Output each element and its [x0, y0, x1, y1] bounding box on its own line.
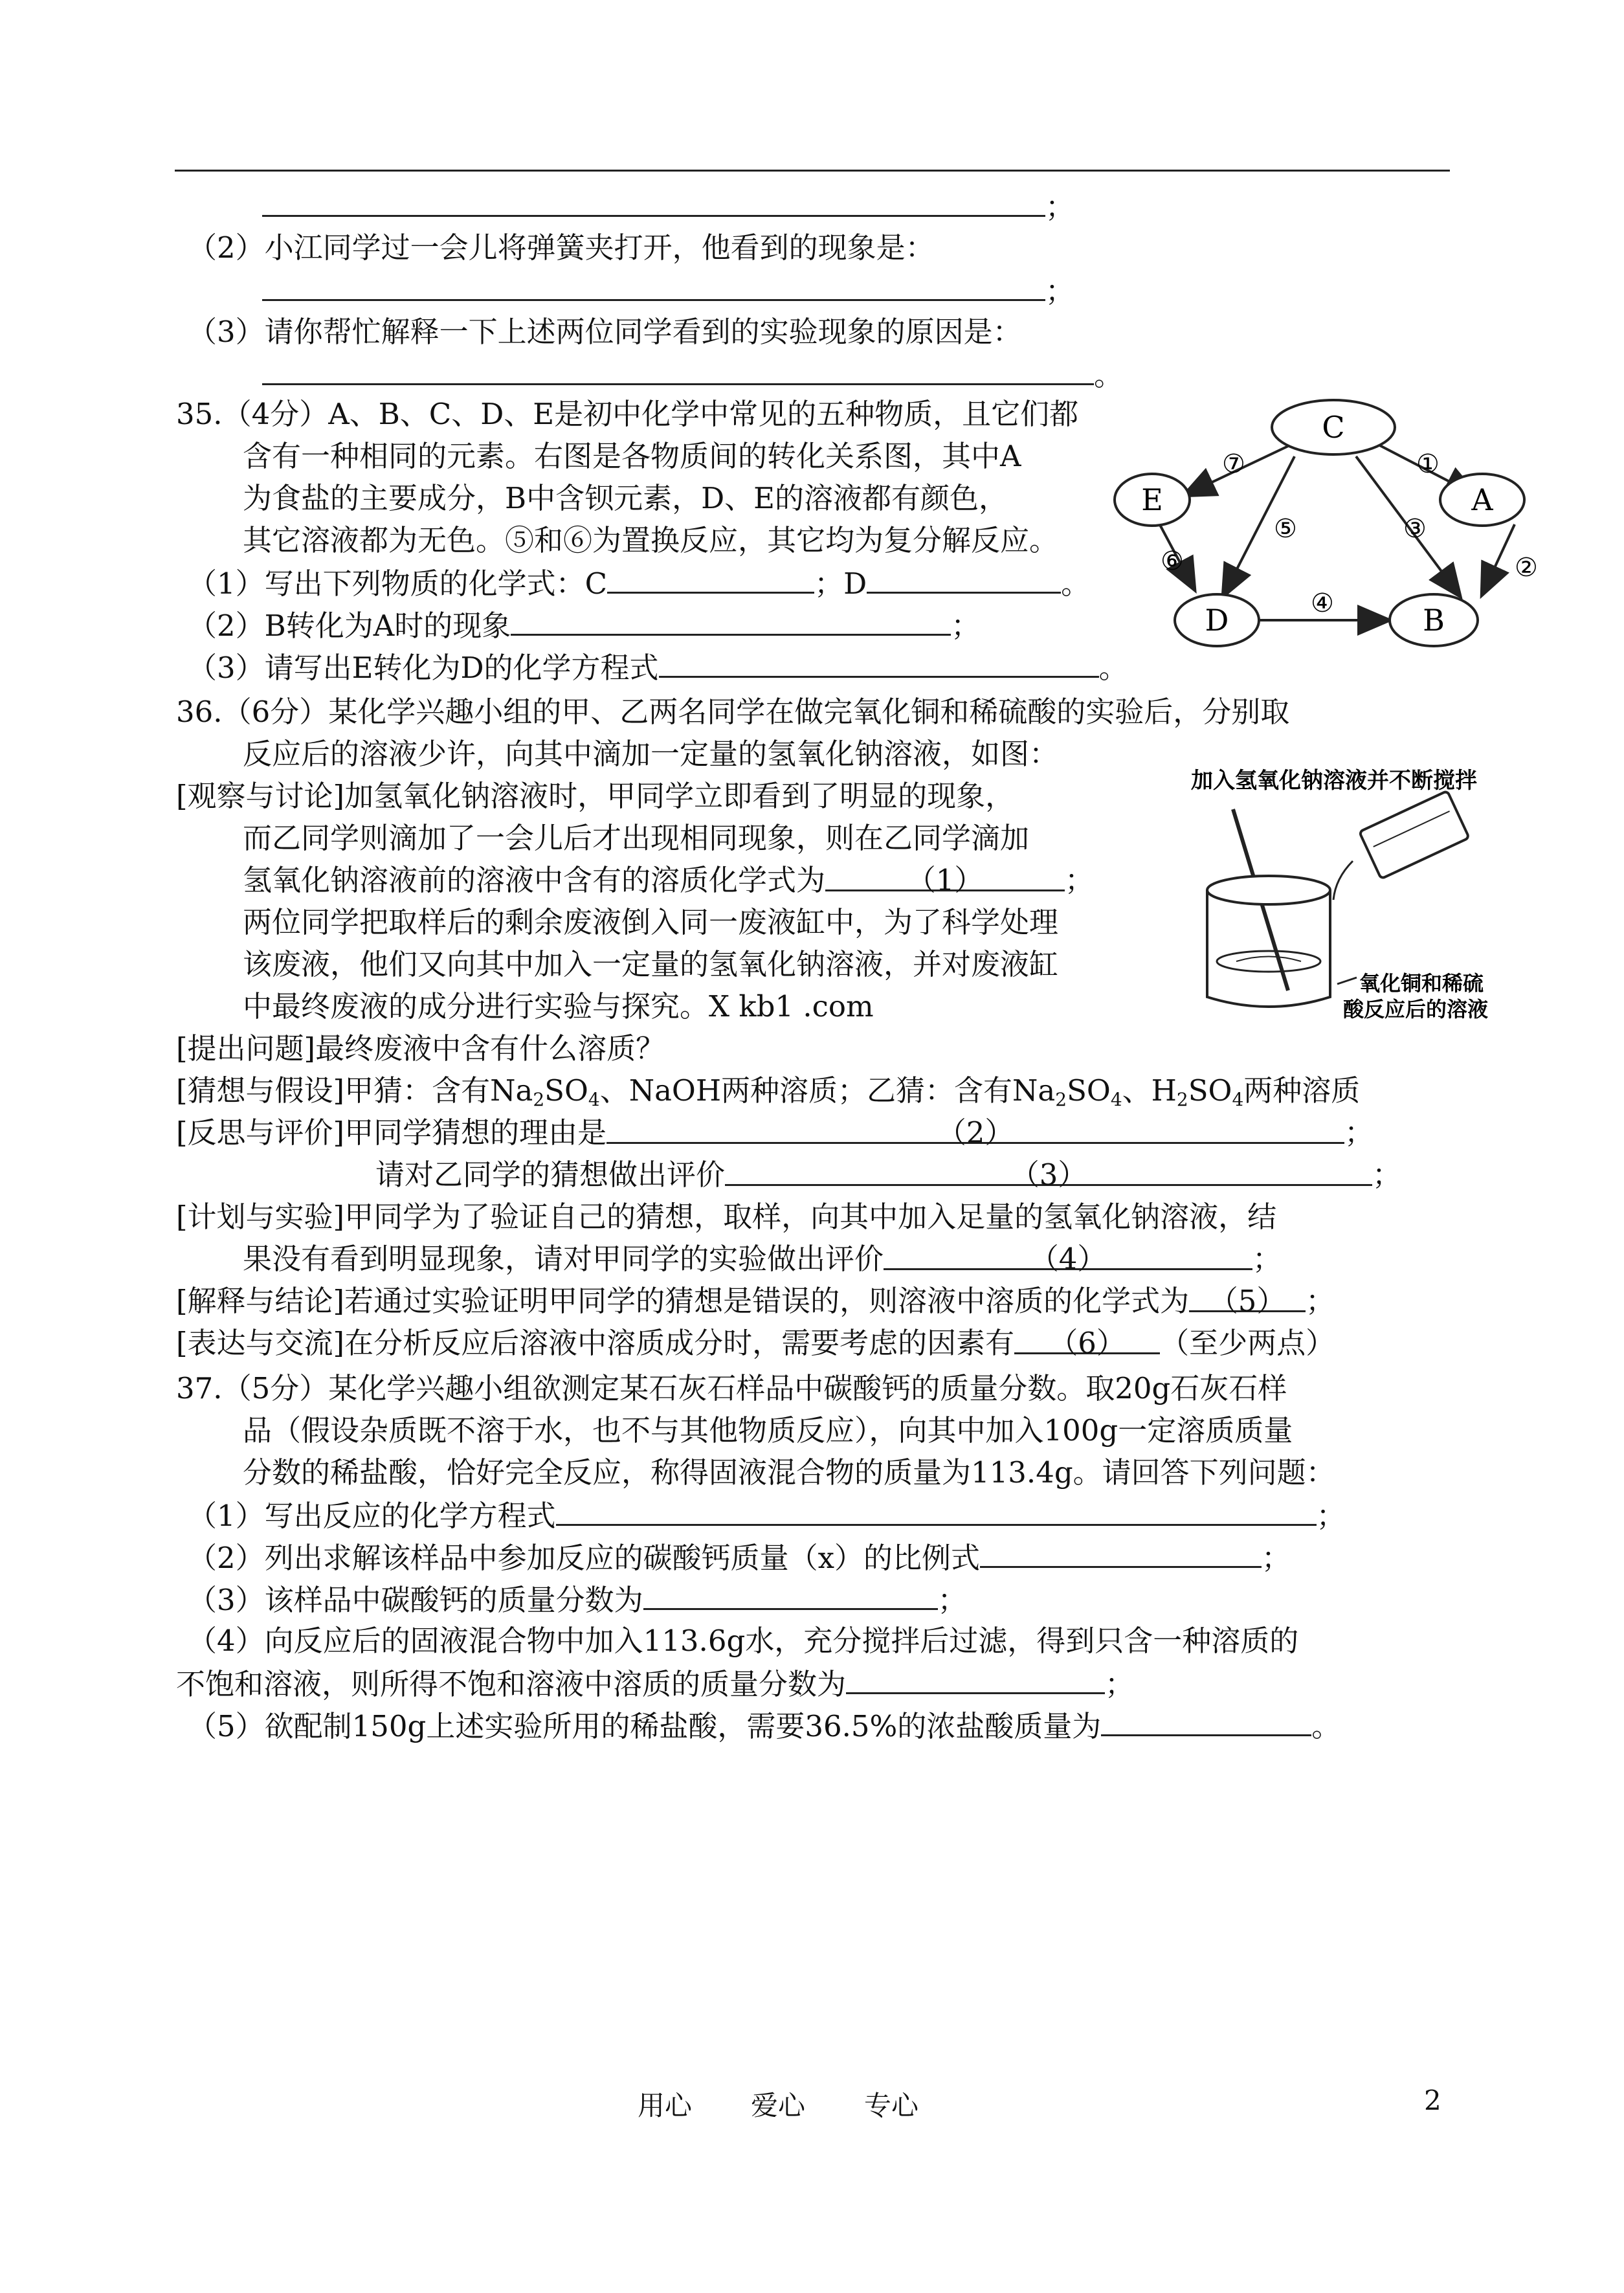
footer-motto-3: 专心	[864, 2090, 919, 2121]
label-7: ⑦	[1222, 449, 1245, 479]
footer-motto-2: 爱心	[751, 2090, 806, 2121]
q36-question: [提出问题]最终废液中含有什么溶质？	[176, 1031, 665, 1066]
answer-blank-c[interactable]	[607, 563, 814, 594]
node-a-label: A	[1471, 482, 1493, 517]
q36-observe-1: [观察与讨论]加氢氧化钠溶液时，甲同学立即看到了明显的现象，	[176, 779, 1015, 813]
answer-blank-2[interactable]: （2）	[606, 1113, 1344, 1144]
arrow-b-to-a-edge	[1482, 524, 1515, 594]
answer-blank[interactable]	[659, 647, 1099, 678]
conversion-diagram	[1100, 388, 1592, 660]
q36-hypothesis: [猜想与假设]甲猜：含有$Na_2SO_4$、NaOH两种溶质；乙猜：含有$Na_2SO_4$、$H_2SO_4$两种溶质	[176, 1073, 1361, 1110]
punct: 。	[1094, 358, 1124, 392]
node-e-label: E	[1141, 482, 1163, 517]
answer-blank[interactable]	[262, 271, 1045, 301]
q37-part2: （2）列出求解该样品中参加反应的碳酸钙质量（x）的比例式 ；	[188, 1538, 1291, 1578]
q34-part3: （3）请你帮忙解释一下上述两位同学看到的实验现象的原因是：	[188, 315, 1022, 349]
answer-blank[interactable]	[511, 605, 951, 636]
punct: ；	[1045, 190, 1075, 224]
q35-part3: （3）请写出E转化为D的化学方程式 。	[188, 647, 1128, 688]
answer-blank-d[interactable]	[867, 563, 1061, 594]
q34-line2	[262, 271, 1074, 311]
q37-intro-3: 分数的稀盐酸，恰好完全反应，称得固液混合物的质量为113.4g。请回答下列问题：	[243, 1455, 1335, 1490]
q36-intro-2: 反应后的溶液少许，向其中滴加一定量的氢氧化钠溶液，如图：	[243, 737, 1059, 771]
label-6: ⑥	[1161, 546, 1184, 576]
punct: ；	[1045, 274, 1075, 308]
caption-pointer	[1337, 978, 1357, 984]
figure-caption-bottom-2: 酸反应后的溶液	[1343, 997, 1489, 1022]
q36-observe-3: 氢氧化钠溶液前的溶液中含有的溶质化学式为 （1） ；	[243, 861, 1094, 900]
answer-blank[interactable]	[980, 1538, 1262, 1568]
q37-intro-2: 品（假设杂质既不溶于水，也不与其他物质反应），向其中加入100g一定溶质质量	[243, 1413, 1293, 1448]
q36-reflect: [反思与评价]甲同学猜想的理由是 （2） ；	[176, 1113, 1374, 1152]
swirl-line	[1236, 957, 1301, 962]
figure-caption-top: 加入氢氧化钠溶液并不断搅拌	[1191, 768, 1477, 794]
q37-part4-2: 不饱和溶液，则所得不饱和溶液中溶质的质量分数为 ；	[176, 1664, 1134, 1704]
label-3: ③	[1403, 514, 1427, 544]
page-number: 2	[1424, 2085, 1441, 2116]
label-1: ①	[1416, 449, 1440, 479]
pour-stream	[1333, 861, 1353, 900]
q36-intro-1: 36.（6分）某化学兴趣小组的甲、乙两名同学在做完氧化铜和稀硫酸的实验后，分别取	[176, 695, 1290, 729]
q36-evaluate: 请对乙同学的猜想做出评价 （3） ；	[375, 1156, 1401, 1194]
answer-blank-4[interactable]: （4）	[884, 1240, 1252, 1270]
q34-line1	[262, 186, 1074, 227]
q36-conclusion: [解释与结论]若通过实验证明甲同学的猜想是错误的，则溶液中溶质的化学式为 （5） ；	[176, 1282, 1335, 1321]
node-b-label: B	[1423, 603, 1445, 638]
q34-line3	[262, 355, 1123, 395]
node-c-label: C	[1322, 410, 1345, 445]
q35-part2: （2）B转化为A时的现象 ；	[188, 605, 980, 645]
node-d-label: D	[1205, 603, 1229, 638]
answer-blank[interactable]	[846, 1664, 1105, 1694]
q37-part4-1: （4）向反应后的固液混合物中加入113.6g水，充分搅拌后过滤，得到只含一种溶质的	[188, 1624, 1299, 1658]
experiment-figure	[1185, 767, 1508, 1052]
q36-observe-6: 中最终废液的成分进行实验与探究。X kb1 .com	[243, 989, 874, 1023]
q35-intro-3: 为食盐的主要成分，B中含钡元素，D、E的溶液都有颜色，	[243, 481, 1008, 515]
answer-blank[interactable]	[262, 186, 1045, 217]
label-2: ②	[1515, 553, 1538, 583]
answer-blank-3[interactable]: （3）	[725, 1156, 1372, 1186]
q35-part1: （1）写出下列物质的化学式：C ；D 。	[188, 563, 1090, 603]
q36-plan-1: [计划与实验]甲同学为了验证自己的猜想，取样，向其中加入足量的氢氧化钠溶液，结	[176, 1200, 1277, 1234]
q37-part5: （5）欲配制150g上述实验所用的稀盐酸，需要36.5%的浓盐酸质量为 。	[188, 1706, 1340, 1746]
q34-part2: （2）小江同学过一会儿将弹簧夹打开，他看到的现象是：	[188, 230, 935, 265]
q36-observe-4: 两位同学把取样后的剩余废液倒入同一废液缸中，为了科学处理	[243, 905, 1059, 939]
answer-blank[interactable]	[643, 1580, 938, 1610]
answer-blank-6[interactable]: （6）	[1014, 1324, 1160, 1354]
q37-part3: （3）该样品中碳酸钙的质量分数为 ；	[188, 1580, 967, 1620]
answer-blank[interactable]	[262, 355, 1094, 385]
footer-motto-1: 用心	[638, 2090, 693, 2121]
q37-intro-1: 37.（5分）某化学兴趣小组欲测定某石灰石样品中碳酸钙的质量分数。取20g石灰石样	[176, 1371, 1287, 1405]
figure-caption-bottom-1: 氧化铜和稀硫	[1359, 971, 1484, 996]
q36-observe-5: 该废液，他们又向其中加入一定量的氢氧化钠溶液，并对废液缸	[243, 947, 1059, 981]
answer-blank-1[interactable]: （1）	[825, 861, 1065, 891]
beaker-body	[1207, 890, 1330, 1007]
q36-express: [表达与交流]在分析反应后溶液中溶质成分时，需要考虑的因素有 （6） （至少两点）	[176, 1324, 1335, 1363]
answer-blank-5[interactable]: （5）	[1189, 1282, 1306, 1312]
q35-intro-4: 其它溶液都为无色。⑤和⑥为置换反应，其它均为复分解反应。	[243, 523, 1059, 557]
answer-blank[interactable]	[1101, 1706, 1311, 1736]
q36-plan-2: 果没有看到明显现象，请对甲同学的实验做出评价 （4） ；	[243, 1240, 1282, 1279]
pouring-beaker	[1359, 791, 1469, 879]
beaker-rim	[1207, 876, 1330, 904]
q35-intro-2: 含有一种相同的元素。右图是各物质间的转化关系图，其中A	[243, 439, 1021, 473]
answer-blank[interactable]	[556, 1495, 1317, 1526]
q35-intro-1: 35.（4分）A、B、C、D、E是初中化学中常见的五种物质，且它们都	[176, 397, 1079, 431]
solution-surface	[1217, 951, 1320, 972]
label-5: ⑤	[1274, 514, 1297, 544]
label-4: ④	[1311, 588, 1334, 618]
header-rule	[175, 170, 1450, 172]
q36-observe-2: 而乙同学则滴加了一会儿后才出现相同现象，则在乙同学滴加	[243, 821, 1030, 855]
q37-part1: （1）写出反应的化学方程式 ；	[188, 1495, 1346, 1536]
